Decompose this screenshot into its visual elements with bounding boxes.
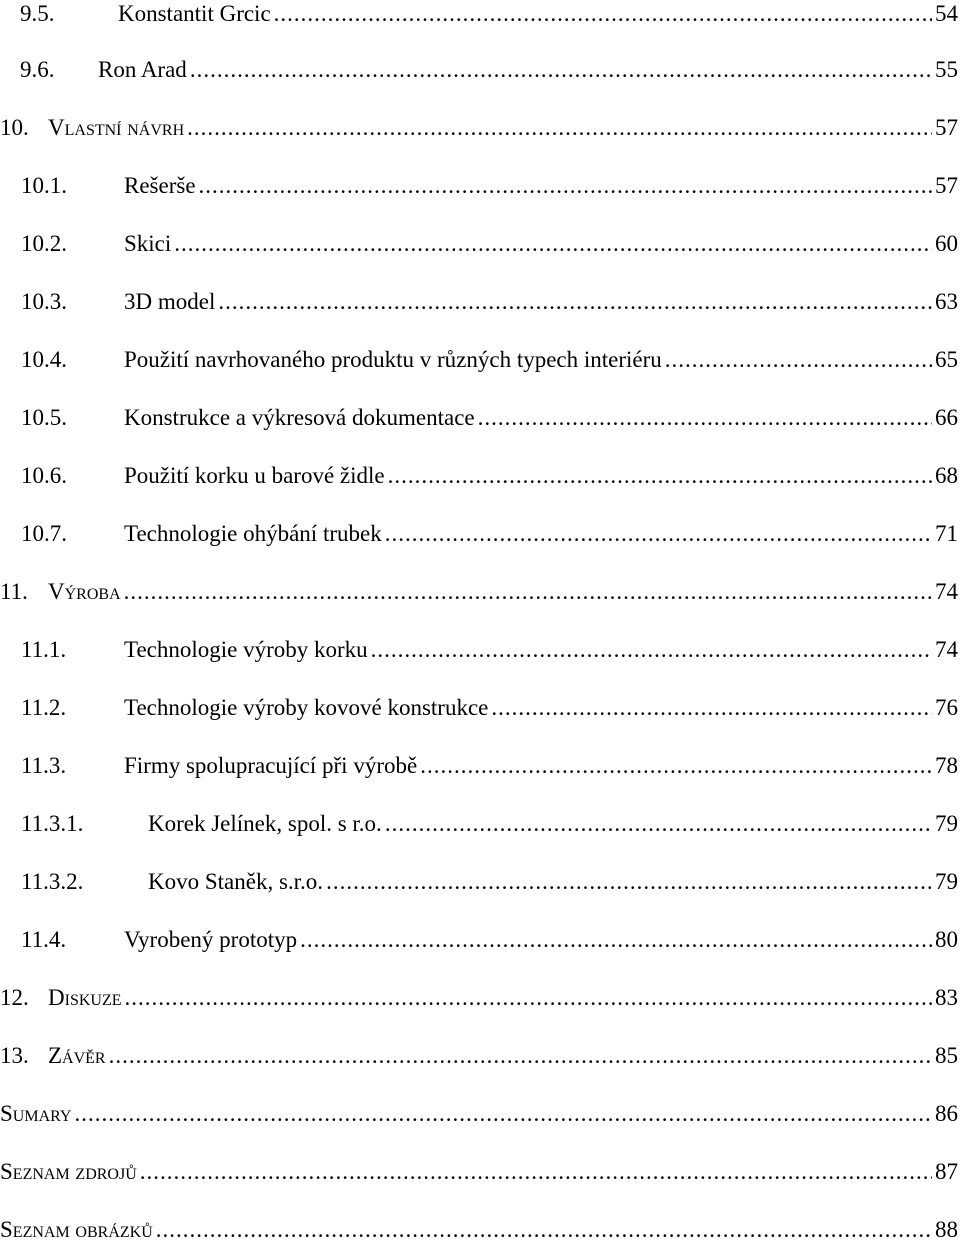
toc-entry-title: Technologie výroby kovové konstrukce <box>124 695 489 720</box>
toc-entry-number: 10.7. <box>21 521 67 546</box>
toc-entry-sources[interactable] <box>0 1154 958 1190</box>
toc-entry-title: Technologie výroby korku <box>124 637 368 662</box>
toc-leader-dots <box>385 806 932 842</box>
toc-entry-title: Závěr <box>48 1043 106 1068</box>
toc-entry-page: 54 <box>935 1 958 26</box>
toc-entry-title: Vlastní návrh <box>48 115 185 140</box>
toc-entry-10[interactable] <box>0 110 958 146</box>
toc-leader-dots <box>665 342 932 378</box>
toc-entry-number: 11. <box>0 579 28 604</box>
toc-entry-number: 11.4. <box>21 927 67 952</box>
toc-entry-10-6[interactable] <box>0 458 958 494</box>
toc-entry-title: Vyrobený prototyp <box>124 927 298 952</box>
toc-entry-figures[interactable] <box>0 1212 958 1248</box>
toc-entry-page: 57 <box>935 115 958 140</box>
toc-entry-title: Firmy spolupracující při výrobě <box>124 753 418 778</box>
toc-entry-11[interactable] <box>0 574 958 610</box>
toc-leader-dots <box>124 574 932 610</box>
toc-entry-page: 79 <box>935 811 958 836</box>
toc-leader-dots <box>156 1212 932 1248</box>
toc-entry-10-4[interactable] <box>0 342 958 378</box>
toc-leader-dots <box>491 690 932 726</box>
toc-entry-title: Konstantit Grcic <box>118 1 271 26</box>
toc-entry-title: Sumary <box>0 1101 72 1126</box>
toc-entry-9-5[interactable] <box>0 0 958 32</box>
toc-entry-title: Ron Arad <box>98 57 187 82</box>
toc-entry-number: 10.6. <box>21 463 67 488</box>
toc-entry-title: Skici <box>124 231 172 256</box>
toc-leader-dots <box>478 400 932 436</box>
toc-entry-number: 9.6. <box>20 57 55 82</box>
toc-entry-page: 68 <box>935 463 958 488</box>
toc-leader-dots <box>300 922 932 958</box>
toc-leader-dots <box>199 168 932 204</box>
toc-entry-11-3-2[interactable] <box>0 864 958 900</box>
toc-entry-11-3[interactable] <box>0 748 958 784</box>
toc-entry-title: Rešerše <box>124 173 196 198</box>
toc-leader-dots <box>274 0 932 32</box>
toc-entry-11-2[interactable] <box>0 690 958 726</box>
toc-entry-title: Seznam obrázků <box>0 1217 153 1242</box>
toc-entry-10-1[interactable] <box>0 168 958 204</box>
toc-entry-title: Seznam zdrojů <box>0 1159 137 1184</box>
toc-entry-number: 10.2. <box>21 231 67 256</box>
toc-leader-dots <box>109 1038 932 1074</box>
toc-entry-number: 11.2. <box>21 695 67 720</box>
toc-entry-number: 11.1. <box>21 637 67 662</box>
toc-entry-number: 10.5. <box>21 405 67 430</box>
toc-entry-title: 3D model <box>124 289 216 314</box>
toc-entry-title: Použití navrhovaného produktu v různých typech interiéru <box>124 347 662 372</box>
toc-entry-title: Konstrukce a výkresová dokumentace <box>124 405 475 430</box>
toc-entry-number: 11.3. <box>21 753 67 778</box>
toc-entry-page: 74 <box>935 579 958 604</box>
toc-entry-10-3[interactable] <box>0 284 958 320</box>
toc-leader-dots <box>371 632 932 668</box>
toc-entry-number: 11.3.1. <box>21 811 84 836</box>
toc-entry-page: 78 <box>935 753 958 778</box>
toc-entry-number: 11.3.2. <box>21 869 84 894</box>
toc-leader-dots <box>385 516 932 552</box>
toc-entry-title: Korek Jelínek, spol. s r.o. <box>148 811 382 836</box>
toc-leader-dots <box>190 52 932 88</box>
toc-leader-dots <box>174 226 932 262</box>
toc-entry-number: 13. <box>0 1043 29 1068</box>
toc-entry-11-4[interactable] <box>0 922 958 958</box>
toc-entry-page: 74 <box>935 637 958 662</box>
toc-entry-page: 85 <box>935 1043 958 1068</box>
toc-entry-page: 83 <box>935 985 958 1010</box>
toc-entry-number: 10.3. <box>21 289 67 314</box>
toc-entry-9-6[interactable] <box>0 52 958 88</box>
toc-entry-title: Technologie ohýbání trubek <box>124 521 382 546</box>
toc-entry-page: 71 <box>935 521 958 546</box>
toc-entry-page: 63 <box>935 289 958 314</box>
toc-entry-13[interactable] <box>0 1038 958 1074</box>
toc-leader-dots <box>388 458 932 494</box>
toc-entry-page: 65 <box>935 347 958 372</box>
toc-entry-title: Diskuze <box>48 985 122 1010</box>
toc-leader-dots <box>187 110 932 146</box>
toc-leader-dots <box>140 1154 932 1190</box>
toc-entry-title: Kovo Staněk, s.r.o. <box>148 869 324 894</box>
toc-entry-page: 76 <box>935 695 958 720</box>
toc-entry-10-2[interactable] <box>0 226 958 262</box>
toc-entry-number: 9.5. <box>20 1 55 26</box>
toc-entry-number: 12. <box>0 985 29 1010</box>
toc-entry-number: 10.1. <box>21 173 67 198</box>
toc-entry-11-3-1[interactable] <box>0 806 958 842</box>
toc-entry-title: Výroba <box>48 579 121 604</box>
toc-entry-10-5[interactable] <box>0 400 958 436</box>
toc-entry-page: 88 <box>935 1217 958 1242</box>
toc-entry-12[interactable] <box>0 980 958 1016</box>
toc-entry-summary[interactable] <box>0 1096 958 1132</box>
toc-entry-page: 57 <box>935 173 958 198</box>
toc-leader-dots <box>326 864 932 900</box>
toc-entry-number: 10.4. <box>21 347 67 372</box>
toc-entry-page: 79 <box>935 869 958 894</box>
toc-entry-page: 86 <box>935 1101 958 1126</box>
toc-entry-page: 87 <box>935 1159 958 1184</box>
toc-leader-dots <box>74 1096 932 1132</box>
toc-entry-11-1[interactable] <box>0 632 958 668</box>
toc-entry-10-7[interactable] <box>0 516 958 552</box>
toc-entry-page: 55 <box>935 57 958 82</box>
toc-entry-page: 66 <box>935 405 958 430</box>
toc-leader-dots <box>420 748 932 784</box>
toc-entry-page: 60 <box>935 231 958 256</box>
toc-leader-dots <box>125 980 933 1016</box>
toc-entry-number: 10. <box>0 115 29 140</box>
toc-leader-dots <box>218 284 932 320</box>
toc-entry-page: 80 <box>935 927 958 952</box>
toc-entry-title: Použití korku u barové židle <box>124 463 385 488</box>
